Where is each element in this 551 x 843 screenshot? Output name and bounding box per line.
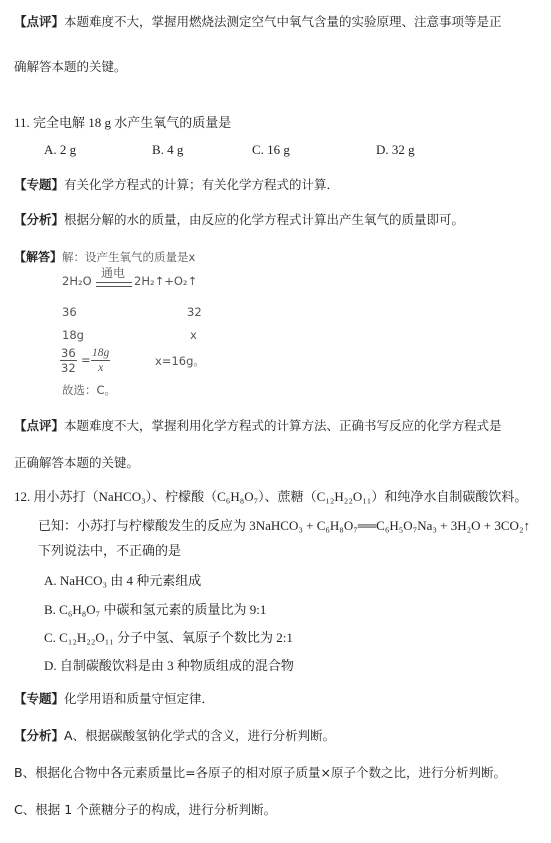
equation-condition: 通电 [101,266,126,280]
q12-known: 已知：小苏打与柠檬酸发生的反应为 3NaHCO₃ + C₆H₈O₇══C₆H₅O₇Na₃ + 3H₂O + 3CO₂↑ [38,518,530,533]
q12-ask: 下列说法中，不正确的是 [38,543,182,558]
q11-analysis [14,210,464,228]
q11-comment-line-2: 正确解答本题的关键。 [14,455,140,470]
q11-topic [14,175,339,193]
q12-topic [14,689,214,707]
q11-option-d: D. 32 g [376,142,415,157]
answer: 故选：C。 [62,383,117,397]
q11-option-c: C. 16 g [252,142,290,157]
q11-solution-intro [14,248,195,265]
comment-line-2: 确解答本题的关键。 [14,59,127,74]
topic-tag: 【专题】 [14,691,65,706]
q11-option-b: B. 4 g [152,142,184,157]
fraction-2-denominator: x [98,362,104,374]
mass-ratio-left: 36 [62,305,77,319]
comment-tag: 【点评】 [14,14,65,29]
comment-text: 本题难度不大，掌握利用化学方程式的计算方法、正确书写反应的化学方程式是 [64,418,502,433]
equation-right: 2H₂↑+O₂↑ [134,274,198,288]
equation-double-line [96,282,132,287]
topic-tag: 【专题】 [14,177,65,192]
fraction-18g-x [91,346,110,375]
q12-option-b: B. C₆H₈O₇ 中碳和氢元素的质量比为 9:1 [44,602,267,617]
fraction-2-numerator: 18g [92,347,110,359]
topic-text: 有关化学方程式的计算；有关化学方程式的计算． [64,177,340,192]
mass-ratio-right: 32 [187,305,202,319]
q12-analysis-b: B、根据化合物中各元素质量比=各原子的相对原子质量×原子个数之比，进行分析判断。 [14,765,507,780]
q12-option-c: C. C₁₂H₂₂O₁₁ 分子中氢、氧原子个数比为 2:1 [44,630,293,645]
question-11-stem: 11. 完全电解 18 g 水产生氧气的质量是 [14,115,232,130]
comment-tag: 【点评】 [14,418,65,433]
solution-intro-text: 解：设产生氧气的质量是x [62,250,196,264]
comment-line-1 [14,12,502,30]
equation-left: 2H₂O [62,274,92,288]
equals-sign: = [81,353,91,367]
analysis-tag: 【分析】 [14,728,65,743]
given-left: 18g [62,328,84,342]
question-12-stem: 12. 用小苏打（NaHCO₃）、柠檬酸（C₆H₈O₇）、蔗糖（C₁₂H₂₂O₁₁）和纯净水自制碳酸饮料。 [14,489,528,504]
analysis-text-a: A、根据碳酸氢钠化学式的含义，进行分析判断。 [64,728,336,743]
q12-option-a: A. NaHCO₃ 由 4 种元素组成 [44,573,202,588]
q12-analysis-c: C、根据 1 个蔗糖分子的构成，进行分析判断。 [14,802,277,817]
result: x=16g。 [155,354,205,368]
q12-analysis [14,726,335,744]
analysis-text: 根据分解的水的质量，由反应的化学方程式计算出产生氧气的质量即可。 [64,212,465,227]
q11-option-a: A. 2 g [44,142,77,157]
solution-tag: 【解答】 [14,250,63,264]
analysis-tag: 【分析】 [14,212,65,227]
fraction-1-numerator: 36 [61,346,76,360]
given-right: x [190,328,197,342]
topic-text: 化学用语和质量守恒定律． [64,691,215,706]
fraction-36-32 [60,346,77,375]
q12-option-d: D. 自制碳酸饮料是由 3 种物质组成的混合物 [44,658,294,673]
comment-text: 本题难度不大，掌握用燃烧法测定空气中氧气含量的实验原理、注意事项等是正 [64,14,502,29]
fraction-1-denominator: 32 [61,361,76,375]
q11-comment-line-1 [14,416,502,434]
